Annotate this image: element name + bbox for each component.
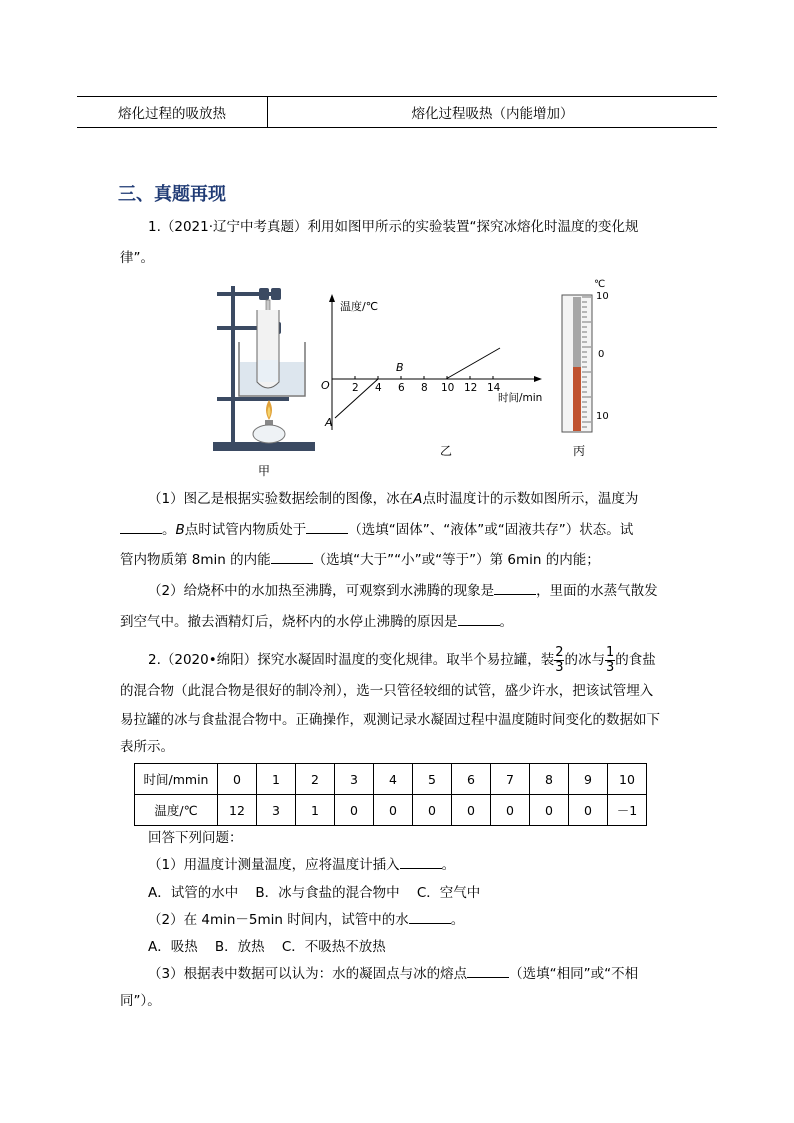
x-tick-label: 4 [375, 382, 382, 394]
point-b-ref: B [175, 522, 185, 538]
q2-line3: 易拉罐的冰与食盐混合物中。正确操作，观测记录水凝固过程中温度随时间变化的数据如下 [120, 712, 660, 728]
temp-cell: 1 [296, 795, 335, 826]
temp-cell: 12 [218, 795, 257, 826]
q1-intro-line2: 律”。 [120, 250, 154, 266]
stand-base [213, 442, 315, 451]
thermometer-figure [558, 277, 628, 437]
temp-cell: 0 [374, 795, 413, 826]
time-cell: 0 [218, 764, 257, 795]
point-a-ref: A [413, 491, 423, 507]
time-cell: 7 [491, 764, 530, 795]
table-row [77, 97, 717, 128]
figure-label-bing: 丙 [573, 444, 586, 458]
q1-part2-line2: 到空气中。撤去酒精灯后，烧杯内的水停止沸腾的原因是 。 [120, 614, 513, 630]
thermometer-bottom-label: 10 [596, 411, 609, 422]
section-title: 三、真题再现 [118, 184, 226, 205]
q2-sub3-line1: （3）根据表中数据可以认为：水的凝固点与冰的熔点 （选填“相同”或“不相 [148, 966, 639, 982]
x-tick-label: 8 [421, 382, 428, 394]
q2-answer-prompt: 回答下列问题： [148, 830, 243, 846]
table-row [135, 764, 647, 795]
temp-cell: 3 [257, 795, 296, 826]
q1-part1-line2: 。B点时试管内物质处于 （选填“固体”、“液体”或“固液共存”）状态。试 [120, 521, 633, 540]
temp-cell: －1 [608, 795, 647, 826]
q2-sub3-line2: 同”）。 [120, 993, 161, 1009]
graph-liquid-segment [446, 348, 500, 379]
temp-cell: 0 [569, 795, 608, 826]
q2-sub1: （1）用温度计测量温度，应将温度计插入 。 [148, 857, 456, 873]
q2-line2: 的混合物（此混合物是很好的制冷剂），选一只管径较细的试管，盛少许水，把该试管埋入 [120, 683, 654, 699]
answer-blank[interactable] [120, 521, 162, 534]
thermometer-unit: ℃ [594, 279, 606, 290]
q2-line1: 2.（2020•绵阳）探究水凝固时温度的变化规律。取半个易拉罐，装 $\frac{2}{3}$ 的冰与 $\frac{1}{3}$ 的食盐 [148, 644, 656, 675]
table-cell-label: 熔化过程的吸放热 [77, 97, 268, 128]
x-tick-label: 14 [487, 382, 501, 394]
temp-cell: 0 [452, 795, 491, 826]
q2-line4: 表所示。 [120, 739, 174, 755]
temp-cell: 0 [413, 795, 452, 826]
mercury-column [573, 367, 581, 431]
answer-blank[interactable] [306, 521, 348, 534]
time-cell: 8 [530, 764, 569, 795]
answer-blank[interactable] [409, 911, 451, 924]
temp-cell: 0 [335, 795, 374, 826]
time-cell: 10 [608, 764, 647, 795]
thermometer-top-label: 10 [596, 291, 609, 302]
q2-sub2: （2）在 4min－5min 时间内，试管中的水 。 [148, 912, 465, 928]
time-cell: 5 [413, 764, 452, 795]
figure-label-yi: 乙 [440, 444, 453, 458]
table-row [135, 795, 647, 826]
freezing-data-table [134, 763, 647, 826]
temp-cell: 0 [530, 795, 569, 826]
x-tick-label: 6 [398, 382, 405, 394]
x-tick-label: 10 [441, 382, 455, 394]
q1-part1-line3: 管内物质第 8min 的内能 （选填“大于”“小”或“等于”）第 6min 的内能； [120, 552, 600, 568]
time-cell: 4 [374, 764, 413, 795]
q2-sub1-options: A．试管的水中 B．冰与食盐的混合物中 C．空气中 [148, 885, 481, 901]
q2-sub2-options: A．吸热 B．放热 C．不吸热不放热 [148, 939, 386, 955]
answer-blank[interactable] [271, 551, 313, 564]
q1-intro-line1: 1.（2021·辽宁中考真题）利用如图甲所示的实验装置“探究冰熔化时温度的变化规 [148, 219, 639, 235]
graph-point-a: A [325, 416, 333, 429]
graph-ylabel: 温度/℃ [340, 300, 379, 313]
x-tick-label: 12 [464, 382, 478, 394]
answer-blank[interactable] [467, 965, 509, 978]
stand-rod [231, 286, 235, 444]
figure-label-jia: 甲 [258, 464, 271, 478]
summary-table [77, 96, 717, 128]
temp-cell: 0 [491, 795, 530, 826]
apparatus-figure [205, 282, 325, 454]
temperature-time-graph [318, 290, 550, 435]
graph-origin: O [321, 379, 330, 392]
time-cell: 1 [257, 764, 296, 795]
q1-part1-line1: （1）图乙是根据实验数据绘制的图像，冰在A点时温度计的示数如图所示，温度为 [148, 491, 639, 507]
answer-blank[interactable] [458, 613, 500, 626]
graph-point-b: B [396, 361, 404, 374]
q1-part2-line1: （2）给烧杯中的水加热至沸腾，可观察到水沸腾的现象是 ，里面的水蒸气散发 [148, 583, 658, 599]
answer-blank[interactable] [494, 582, 536, 595]
time-cell: 3 [335, 764, 374, 795]
table-cell-value: 熔化过程吸热（内能增加） [268, 97, 718, 128]
time-header: 时间/mmin [135, 764, 218, 795]
x-tick-label: 2 [352, 382, 359, 394]
time-cell: 6 [452, 764, 491, 795]
fraction-two-thirds: $\frac{2}{3}$ [555, 644, 564, 675]
fraction-one-third: $\frac{1}{3}$ [605, 644, 615, 675]
graph-xlabel: 时间/min [498, 392, 543, 404]
time-cell: 9 [569, 764, 608, 795]
temp-header: 温度/℃ [135, 795, 218, 826]
time-cell: 2 [296, 764, 335, 795]
thermometer-zero-label: 0 [598, 349, 605, 360]
answer-blank[interactable] [400, 856, 442, 869]
